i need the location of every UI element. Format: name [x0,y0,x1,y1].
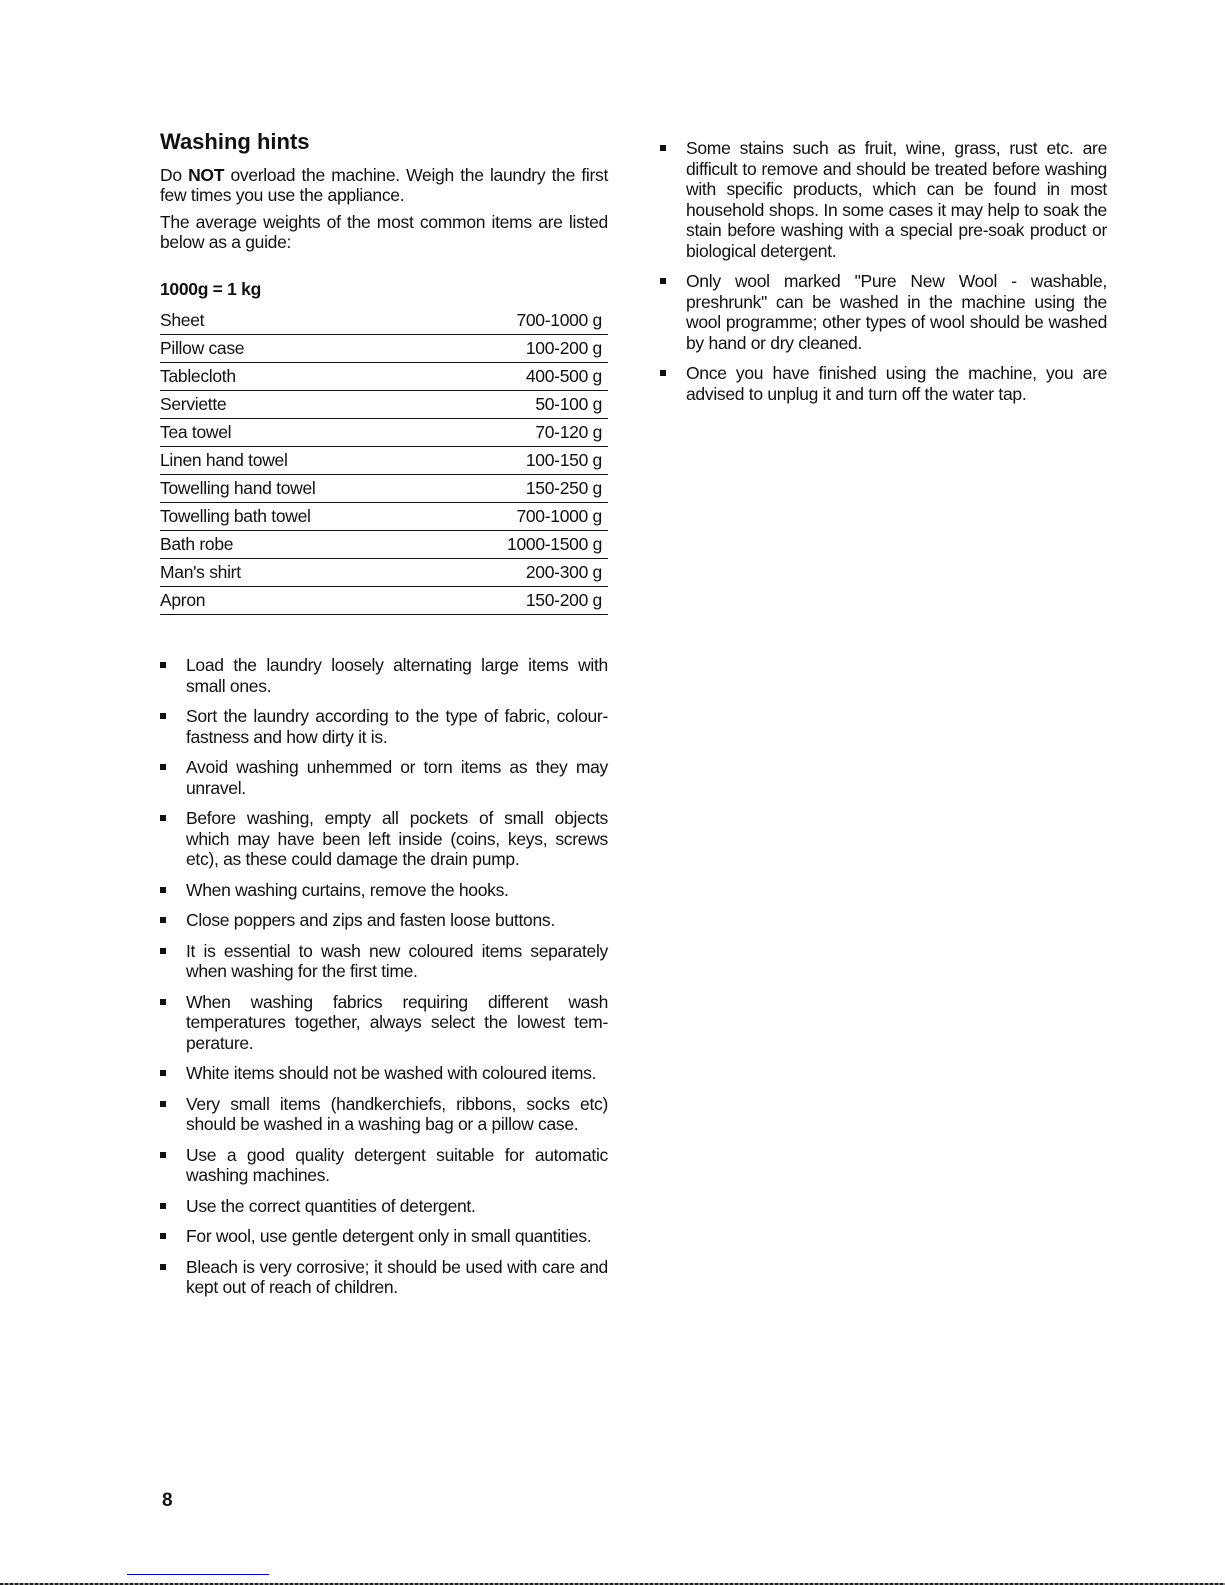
left-hints-list [160,655,608,1298]
hint-text: Once you have finished using the machine, you are advised to unplug it and turn off the water tap. [686,363,1107,404]
item-weight: 150-200 g [432,587,608,615]
bullet-icon [160,662,166,668]
hint-text: Bleach is very corrosive; it should be used with care and kept out of reach of children. [186,1256,608,1297]
list-item [160,1257,608,1298]
item-weight: 1000-1500 g [432,531,608,559]
bullet-icon [160,1203,166,1209]
bullet-icon [160,764,166,770]
table-row [160,531,608,559]
item-weight: 700-1000 g [432,307,608,335]
hint-text: When washing curtains, remove the hooks. [186,879,509,900]
list-item [660,271,1107,353]
unit-conversion: 1000g = 1 kg [160,278,261,299]
bullet-icon [160,948,166,954]
weights-table [160,307,608,615]
item-weight: 400-500 g [432,363,608,391]
hint-text: Very small items (handkerchiefs, ribbons, socks etc) should be washed in a washing bag or a pillow case. [186,1093,608,1134]
item-weight: 70-120 g [432,419,608,447]
item-name: Pillow case [160,335,432,363]
bullet-icon [660,145,666,151]
item-name: Sheet [160,307,432,335]
list-item [160,992,608,1054]
hint-text: Only wool marked "Pure New Wool - washable, preshrunk" can be washed in the machine using the wool programme; other types of wool should be washed by hand or dry cleaned. [686,271,1107,353]
table-row [160,447,608,475]
list-item [160,706,608,747]
list-item [160,808,608,870]
hint-text: Close poppers and zips and fasten loose buttons. [186,910,555,930]
list-item [660,363,1107,404]
table-row [160,335,608,363]
list-item [160,1063,608,1084]
bullet-icon [160,1152,166,1158]
table-row [160,363,608,391]
item-weight: 200-300 g [432,559,608,587]
list-item [160,941,608,982]
bullet-icon [160,1264,166,1270]
page-number: 8 [162,1490,173,1511]
item-name: Towelling hand towel [160,475,432,503]
item-weight: 700-1000 g [432,503,608,531]
list-item [160,880,608,901]
hint-text: White items should not be washed with coloured items. [186,1063,597,1083]
table-row [160,503,608,531]
list-item [160,757,608,798]
hint-text: Use the correct quantities of detergent. [186,1195,476,1216]
table-row [160,587,608,615]
bullet-icon [160,815,166,821]
hint-text: Use a good quality detergent suitable for automatic washing machines. [186,1144,608,1185]
bullet-icon [160,999,166,1005]
bullet-icon [160,917,166,923]
list-item [160,1226,608,1247]
list-item [160,910,608,931]
hint-text: Before washing, empty all pockets of small objects which may have been left inside (coins, keys, screws etc), as these could damage the drain pump. [186,808,608,869]
item-name: Man's shirt [160,559,432,587]
list-item [660,138,1107,261]
bottom-link-line [127,1574,269,1575]
bullet-icon [160,1233,166,1239]
item-weight: 150-250 g [432,475,608,503]
bullet-icon [160,1070,166,1076]
table-row [160,559,608,587]
list-item [160,1196,608,1217]
list-item [160,1145,608,1186]
hint-text: It is essential to wash new coloured items separately when washing for the first time. [186,940,608,981]
intro-text: Do [160,164,189,185]
table-row [160,419,608,447]
bullet-icon [160,887,166,893]
bullet-icon [660,278,666,284]
bullet-icon [660,370,666,376]
hint-text: Sort the laundry according to the type of fabric, colour-fastness and how dirty it is. [186,706,608,747]
item-name: Tablecloth [160,363,432,391]
item-name: Towelling bath towel [160,503,432,531]
hint-text: Load the laundry loosely alternating large items with small ones. [186,655,608,696]
left-column [160,129,609,1308]
item-weight: 100-200 g [432,335,608,363]
intro-paragraph-1 [160,165,608,206]
section-title: Washing hints [160,129,310,154]
table-row [160,475,608,503]
hint-text: Some stains such as fruit, wine, grass, rust etc. are difficult to remove and should be treated before washing with specific products, which can be found in most household shops. In some cases it may help to soak the stain before washing with a special pre-soak product or biological detergent. [686,138,1107,261]
item-name: Linen hand towel [160,447,432,475]
intro-text: overload the machine. Weigh the laundry the first few times you use the appliance. [160,164,609,205]
table-row [160,307,608,335]
item-name: Serviette [160,391,432,419]
item-weight: 50-100 g [432,391,608,419]
item-name: Tea towel [160,419,432,447]
table-row [160,391,608,419]
intro-paragraph-2: The average weights of the most common items are listed below as a guide: [160,211,608,252]
hint-text: When washing fabrics requiring different wash temperatures together, always select the lowest tem-perature. [186,991,608,1053]
item-name: Bath robe [160,531,432,559]
right-hints-list [660,138,1107,404]
bullet-icon [160,1101,166,1107]
hint-text: Avoid washing unhemmed or torn items as they may unravel. [186,757,608,798]
list-item [160,1094,608,1135]
hint-text: For wool, use gentle detergent only in small quantities. [186,1226,592,1246]
bullet-icon [160,713,166,719]
item-name: Apron [160,587,432,615]
list-item [160,655,608,696]
intro-emphasis: NOT [188,164,225,185]
item-weight: 100-150 g [432,447,608,475]
right-column [660,138,1107,414]
